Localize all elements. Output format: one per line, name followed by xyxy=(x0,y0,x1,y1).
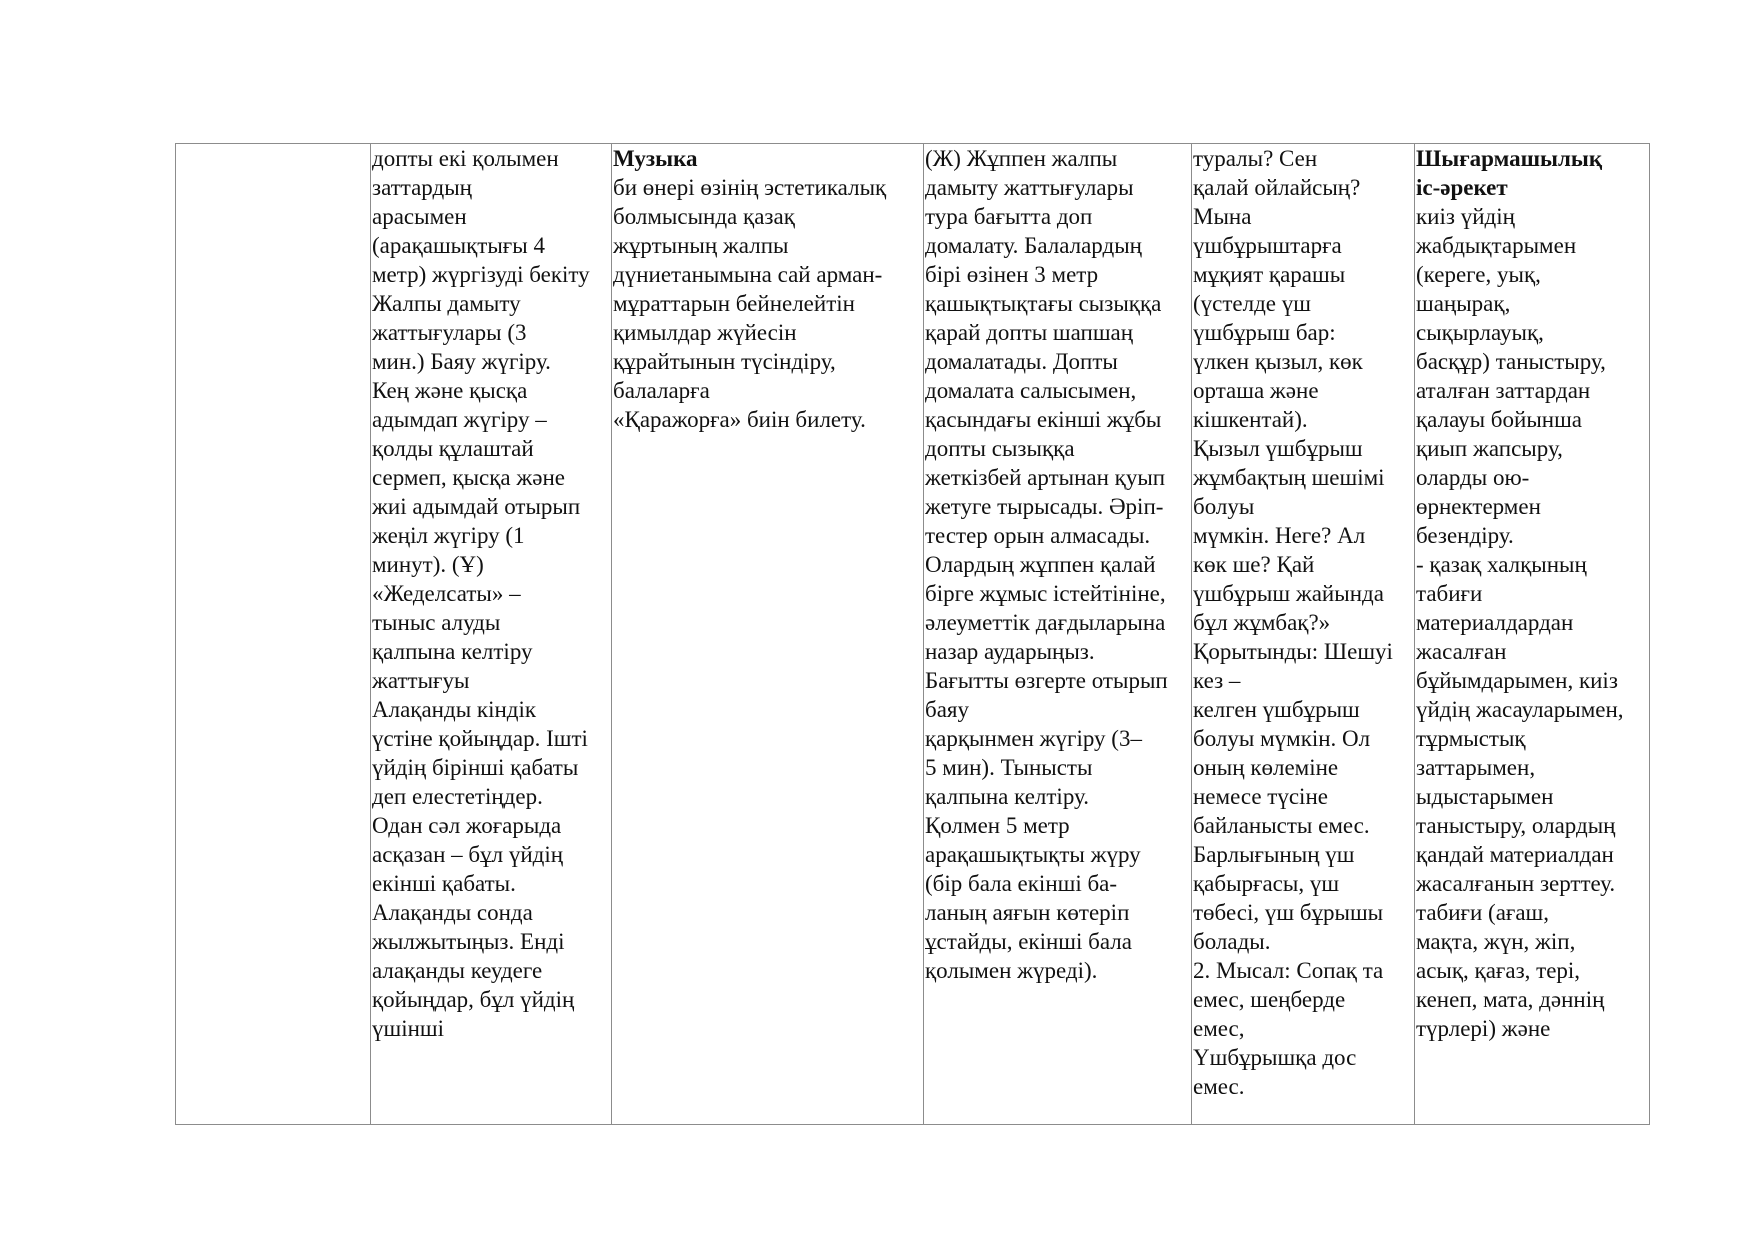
cell-text-line: 5 мин). Тынысты xyxy=(925,755,1093,780)
cell-text-line: метр) жүргізуді бекіту xyxy=(372,262,590,287)
cell-text-line: құрайтынын түсіндіру, xyxy=(613,349,836,374)
cell-text-line: заттарымен, xyxy=(1416,755,1536,780)
cell-text-line: түрлері) және xyxy=(1416,1016,1551,1041)
cell-text-line: аталған заттардан xyxy=(1416,378,1591,403)
table-cell-creative-activity xyxy=(1415,144,1650,1125)
cell-text-line: домалатады. Допты xyxy=(925,349,1118,374)
cell-text-line: кенеп, мата, дәннің xyxy=(1416,987,1605,1012)
cell-text-line: жаттығуы xyxy=(372,668,470,693)
cell-text-line: екінші қабаты. xyxy=(372,871,516,896)
cell-text-line: деп елестетіңдер. xyxy=(372,784,543,809)
cell-text-line: Алақанды кіндік xyxy=(372,697,537,722)
cell-text-line: (Ж) Жұппен жалпы xyxy=(925,146,1118,171)
cell-text-line: (бір бала екінші ба- xyxy=(925,871,1118,896)
cell-text-line: баяу xyxy=(925,697,969,722)
cell-text-line: киіз үйдің xyxy=(1416,204,1515,229)
cell-heading: Шығармашылық xyxy=(1416,146,1603,171)
cell-text-line: мүмкін. Неге? Ал xyxy=(1193,523,1366,548)
cell-text-line: (үстелде үш xyxy=(1193,291,1311,316)
cell-text-line: материалдардан xyxy=(1416,610,1574,635)
cell-text-line: таныстыру, олардың xyxy=(1416,813,1616,838)
cell-text-line: жетуге тырысады. Әріп- xyxy=(925,494,1164,519)
cell-text-line: үшінші xyxy=(372,1016,445,1041)
cell-text-line: келген үшбұрыш xyxy=(1193,697,1360,722)
table-cell-empty xyxy=(176,144,371,1125)
cell-text-line: бірге жұмыс істейтініне, xyxy=(925,581,1166,606)
cell-text-line: бірі өзінен 3 метр xyxy=(925,262,1099,287)
cell-text-line: қолымен жүреді). xyxy=(925,958,1098,983)
table-row xyxy=(176,144,1650,1125)
cell-text-line: төбесі, үш бұрышы xyxy=(1193,900,1384,925)
cell-text-line: «Қаражорға» биін билету. xyxy=(613,407,866,432)
cell-text-line: қалпына келтіру xyxy=(372,639,533,664)
cell-text-line: болады. xyxy=(1193,929,1271,954)
cell-text-line: ұстайды, екінші бала xyxy=(925,929,1132,954)
cell-text-line: (арақашықтығы 4 xyxy=(372,233,545,258)
cell-text-line: дамыту жаттығулары xyxy=(925,175,1134,200)
cell-text-line: немесе түсіне xyxy=(1193,784,1328,809)
cell-text-line: бұл жұмбақ?» xyxy=(1193,610,1331,635)
cell-text-line: Кең және қысқа xyxy=(372,378,528,403)
cell-text-line: қарай допты шапшаң xyxy=(925,320,1134,345)
cell-text-line: Қорытынды: Шешуі xyxy=(1193,639,1393,664)
cell-text-line: адымдап жүгіру – xyxy=(372,407,547,432)
cell-text-line: Қызыл үшбұрыш xyxy=(1193,436,1363,461)
cell-text-line: ланың аяғын көтеріп xyxy=(925,900,1130,925)
cell-text-line: қолды құлаштай xyxy=(372,436,534,461)
cell-text-line: жасалған xyxy=(1416,639,1507,664)
cell-text-line: әлеуметтік дағдыларына xyxy=(925,610,1166,635)
cell-text-line: асқазан – бұл үйдің xyxy=(372,842,564,867)
cell-text-line: қиып жапсыру, xyxy=(1416,436,1563,461)
cell-text-line: қалай ойлайсың? xyxy=(1193,175,1361,200)
cell-text-line: қасындағы екінші жұбы xyxy=(925,407,1162,432)
table-cell-triangle-riddle xyxy=(1192,144,1415,1125)
cell-heading: іс-әрекет xyxy=(1416,175,1508,200)
cell-text-line: «Жеделсаты» – xyxy=(372,581,521,606)
cell-text-line: мұқият қарашы xyxy=(1193,262,1346,287)
cell-text-line: домалату. Балалардың xyxy=(925,233,1142,258)
cell-text-line: үстіне қойыңдар. Ішті xyxy=(372,726,588,751)
cell-text-line: тестер орын алмасады. xyxy=(925,523,1151,548)
cell-text-line: арақашықтықты жүру xyxy=(925,842,1141,867)
cell-text-line: көк ше? Қай xyxy=(1193,552,1315,577)
cell-text-line: бұйымдарымен, киіз xyxy=(1416,668,1618,693)
cell-text-line: жұмбақтың шешімі xyxy=(1193,465,1385,490)
cell-text-line: болуы xyxy=(1193,494,1255,519)
cell-text-line: арасымен xyxy=(372,204,467,229)
cell-text-line: жаттығулары (3 xyxy=(372,320,527,345)
cell-text-line: орташа және xyxy=(1193,378,1319,403)
cell-text-line: қойыңдар, бұл үйдің xyxy=(372,987,575,1012)
cell-text-line: Олардың жұппен қалай xyxy=(925,552,1156,577)
cell-text-line: допты екі қолымен xyxy=(372,146,559,171)
cell-text-line: үйдің бірінші қабаты xyxy=(372,755,579,780)
cell-text-line: қарқынмен жүгіру (3– xyxy=(925,726,1142,751)
cell-text-line: би өнері өзінің эстетикалық xyxy=(613,175,887,200)
cell-text-line: жеңіл жүгіру (1 xyxy=(372,523,525,548)
cell-text-line: Бағытты өзгерте отырып xyxy=(925,668,1168,693)
lesson-plan-table xyxy=(175,143,1650,1125)
cell-text-line: қашықтықтағы сызыққа xyxy=(925,291,1162,316)
cell-text-line: алақанды кеудеге xyxy=(372,958,543,983)
cell-text-line: жабдықтарымен xyxy=(1416,233,1577,258)
cell-text-line: қабырғасы, үш xyxy=(1193,871,1340,896)
cell-text-line: допты сызыққа xyxy=(925,436,1075,461)
table-cell-music xyxy=(612,144,924,1125)
cell-text-line: емес, шеңберде xyxy=(1193,987,1346,1012)
cell-text-line: тыныс алуды xyxy=(372,610,501,635)
cell-text-line: мин.) Баяу жүгіру. xyxy=(372,349,551,374)
cell-text-line: сермеп, қысқа және xyxy=(372,465,566,490)
cell-text-line: кез – xyxy=(1193,668,1241,693)
cell-text-line: өрнектермен xyxy=(1416,494,1541,519)
cell-text-line: жасалғанын зерттеу. xyxy=(1416,871,1616,896)
cell-text-line: Барлығының үш xyxy=(1193,842,1355,867)
cell-text-line: оның көлеміне xyxy=(1193,755,1339,780)
cell-text-line: безендіру. xyxy=(1416,523,1514,548)
cell-text-line: болмысында қазақ xyxy=(613,204,795,229)
cell-text-line: ыдыстарымен xyxy=(1416,784,1554,809)
cell-text-line: тура бағытта доп xyxy=(925,204,1093,229)
cell-text-line: заттардың xyxy=(372,175,472,200)
cell-text-line: - қазақ халқының xyxy=(1416,552,1587,577)
cell-text-line: жеткізбей артынан қуып xyxy=(925,465,1166,490)
cell-text-line: сықырлауық, xyxy=(1416,320,1544,345)
cell-text-line: болуы мүмкін. Ол xyxy=(1193,726,1371,751)
cell-text-line: минут). (Ұ) xyxy=(372,552,484,577)
cell-text-line: табиғи xyxy=(1416,581,1483,606)
cell-text-line: кішкентай). xyxy=(1193,407,1308,432)
cell-text-line: қандай материалдан xyxy=(1416,842,1614,867)
cell-text-line: домалата салысымен, xyxy=(925,378,1137,403)
cell-text-line: мұраттарын бейнелейтін xyxy=(613,291,855,316)
cell-text-line: шаңырақ, xyxy=(1416,291,1511,316)
cell-text-line: үлкен қызыл, көк xyxy=(1193,349,1363,374)
cell-text-line: балаларға xyxy=(613,378,710,403)
cell-text-line: Қолмен 5 метр xyxy=(925,813,1070,838)
cell-text-line: (кереге, уық, xyxy=(1416,262,1541,287)
cell-text-line: емес. xyxy=(1193,1074,1245,1099)
cell-text-line: жылжытыңыз. Енді xyxy=(372,929,565,954)
cell-text-line: туралы? Сен xyxy=(1193,146,1318,171)
cell-text-line: Жалпы дамыту xyxy=(372,291,521,316)
cell-text-line: оларды ою- xyxy=(1416,465,1530,490)
cell-text-line: назар аударыңыз. xyxy=(925,639,1095,664)
cell-text-line: Алақанды сонда xyxy=(372,900,533,925)
cell-text-line: байланысты емес. xyxy=(1193,813,1370,838)
cell-text-line: емес, xyxy=(1193,1016,1245,1041)
cell-text-line: табиғи (ағаш, xyxy=(1416,900,1550,925)
cell-text-line: дүниетанымына сай арман- xyxy=(613,262,883,287)
cell-text-line: мақта, жүн, жіп, xyxy=(1416,929,1576,954)
cell-text-line: Одан сәл жоғарыда xyxy=(372,813,562,838)
cell-text-line: үшбұрыштарға xyxy=(1193,233,1342,258)
cell-text-line: тұрмыстық xyxy=(1416,726,1526,751)
cell-text-line: басқұр) таныстыру, xyxy=(1416,349,1606,374)
cell-text-line: үшбұрыш жайында xyxy=(1193,581,1384,606)
cell-text-line: асық, қағаз, тері, xyxy=(1416,958,1581,983)
table-cell-pair-exercise xyxy=(924,144,1192,1125)
cell-heading: Музыка xyxy=(613,146,698,171)
cell-text-line: Үшбұрышқа дос xyxy=(1193,1045,1357,1070)
cell-text-line: үйдің жасауларымен, xyxy=(1416,697,1624,722)
cell-text-line: 2. Мысал: Сопақ та xyxy=(1193,958,1384,983)
cell-text-line: жұртының жалпы xyxy=(613,233,789,258)
cell-text-line: қалпына келтіру. xyxy=(925,784,1089,809)
table-cell-physical-exercise xyxy=(371,144,612,1125)
cell-text-line: қимылдар жүйесін xyxy=(613,320,797,345)
cell-text-line: қалауы бойынша xyxy=(1416,407,1582,432)
cell-text-line: үшбұрыш бар: xyxy=(1193,320,1336,345)
cell-text-line: Мына xyxy=(1193,204,1252,229)
cell-text-line: жиі адымдай отырып xyxy=(372,494,581,519)
